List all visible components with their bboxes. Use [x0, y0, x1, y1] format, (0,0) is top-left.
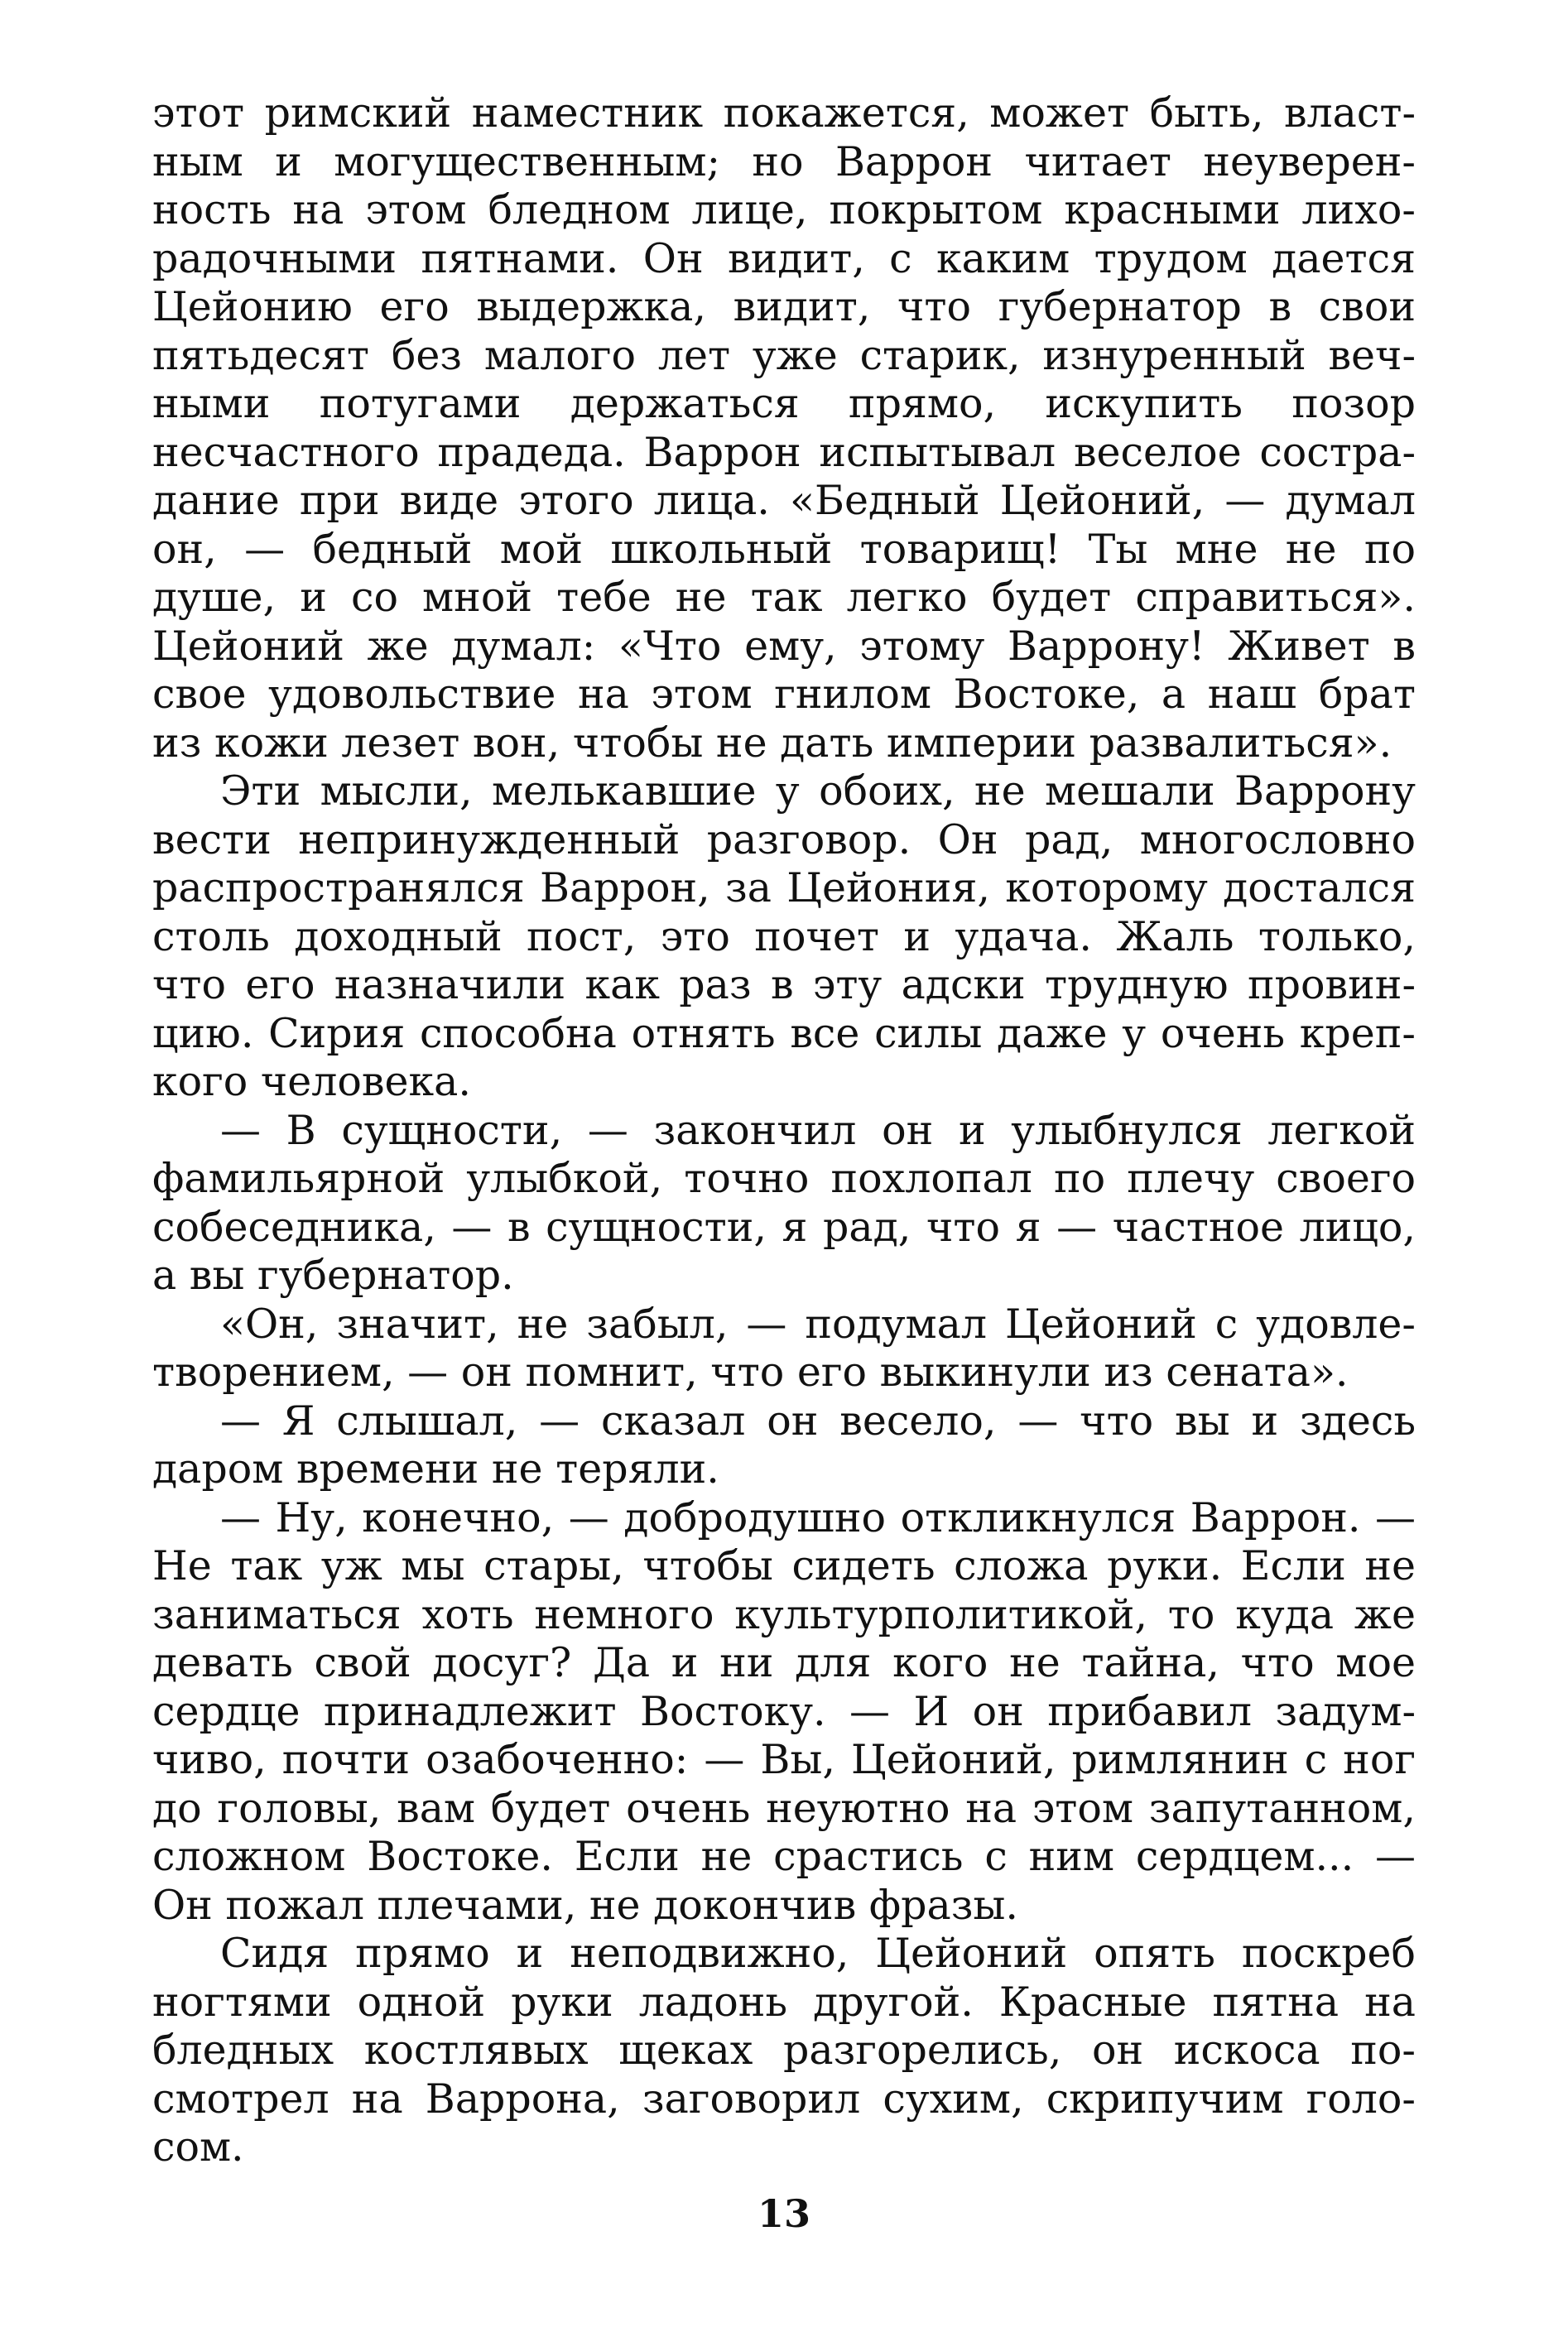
paragraph [152, 89, 1416, 767]
text-line: вести непринужденный разговор. Он рад, многословно [152, 815, 1416, 863]
text-line: сом. [152, 2123, 244, 2171]
text-line: даром времени не теряли. [152, 1445, 719, 1493]
text-line: сердце принадлежит Востоку. — И он прибавил задум- [152, 1687, 1416, 1735]
text-line: ными потугами держаться прямо, искупить позор [152, 380, 1416, 427]
paragraph [152, 767, 1416, 1107]
text-line: — В сущности, — закончил он и улыбнулся легкой [220, 1106, 1416, 1154]
paragraph [152, 1930, 1416, 2172]
text-line: до головы, вам будет очень неуютно на этом запутанном, [152, 1784, 1416, 1832]
text-line: сложном Востоке. Если не срастись с ним сердцем... — [152, 1833, 1416, 1880]
paragraph [152, 1494, 1416, 1931]
text-line: — Я слышал, — сказал он весело, — что вы и здесь [220, 1397, 1416, 1445]
text-line: Цейоний же думал: «Что ему, этому Варрону! Живет в [152, 622, 1416, 670]
text-line: ногтями одной руки ладонь другой. Красные пятна на [152, 1978, 1416, 2026]
text-line: творением, — он помнит, что его выкинули из сената». [152, 1349, 1349, 1396]
text-line: что его назначили как раз в эту адски трудную провин- [152, 961, 1416, 1008]
text-line: смотрел на Варрона, заговорил сухим, скрипучим голо- [152, 2075, 1416, 2123]
text-line: он, — бедный мой школьный товарищ! Ты мне не по [152, 525, 1416, 573]
text-line: — Ну, конечно, — добродушно откликнулся Варрон. — [220, 1493, 1416, 1541]
text-line: «Он, значит, не забыл, — подумал Цейоний с удовле- [220, 1300, 1416, 1348]
text-line: бледных костлявых щеках разгорелись, он искоса по- [152, 2027, 1416, 2074]
text-line: пятьдесят без малого лет уже старик, изнуренный веч- [152, 331, 1416, 379]
text-line: радочными пятнами. Он видит, с каким трудом дается [152, 234, 1416, 282]
text-line: ность на этом бледном лице, покрытом красными лихо- [152, 186, 1416, 233]
text-line: дание при виде этого лица. «Бедный Цейоний, — думал [152, 477, 1416, 524]
text-line: кого человека. [152, 1058, 471, 1105]
text-line: ным и могущественным; но Варрон читает неуверен- [152, 137, 1416, 185]
text-line: чиво, почти озабоченно: — Вы, Цейоний, римлянин с ног [152, 1736, 1416, 1783]
text-line: из кожи лезет вон, чтобы не дать империи развалиться». [152, 719, 1392, 767]
paragraph [152, 1397, 1416, 1494]
text-line: Сидя прямо и неподвижно, Цейоний опять поскреб [220, 1930, 1416, 1977]
text-line: девать свой досуг? Да и ни для кого не тайна, что мое [152, 1639, 1416, 1686]
text-line: собеседника, — в сущности, я рад, что я — частное лицо, [152, 1203, 1416, 1251]
text-line: Он пожал плечами, не докончив фразы. [152, 1881, 1019, 1929]
page-body [152, 89, 1416, 2172]
text-line: распространялся Варрон, за Цейония, которому достался [152, 864, 1416, 911]
text-line: Цейонию его выдержка, видит, что губернатор в свои [152, 283, 1416, 330]
text-line: Эти мысли, мелькавшие у обоих, не мешали Варрону [220, 767, 1416, 815]
text-line: Не так уж мы стары, чтобы сидеть сложа руки. Если не [152, 1542, 1416, 1589]
text-line: фамильярной улыбкой, точно похлопал по плечу своего [152, 1155, 1416, 1202]
text-line: столь доходный пост, это почет и удача. Жаль только, [152, 912, 1416, 960]
text-line: несчастного прадеда. Варрон испытывал веселое состра- [152, 428, 1416, 476]
text-line: а вы губернатор. [152, 1252, 514, 1299]
text-line: этот римский наместник покажется, может быть, власт- [152, 89, 1416, 137]
text-line: заниматься хоть немного культурполитикой, то куда же [152, 1590, 1416, 1638]
paragraph [152, 1107, 1416, 1301]
paragraph [152, 1301, 1416, 1397]
text-line: цию. Сирия способна отнять все силы даже у очень креп- [152, 1009, 1416, 1057]
text-line: душе, и со мной тебе не так легко будет справиться». [152, 574, 1416, 621]
text-line: свое удовольствие на этом гнилом Востоке, а наш брат [152, 671, 1416, 718]
page-number: 13 [757, 2191, 810, 2236]
